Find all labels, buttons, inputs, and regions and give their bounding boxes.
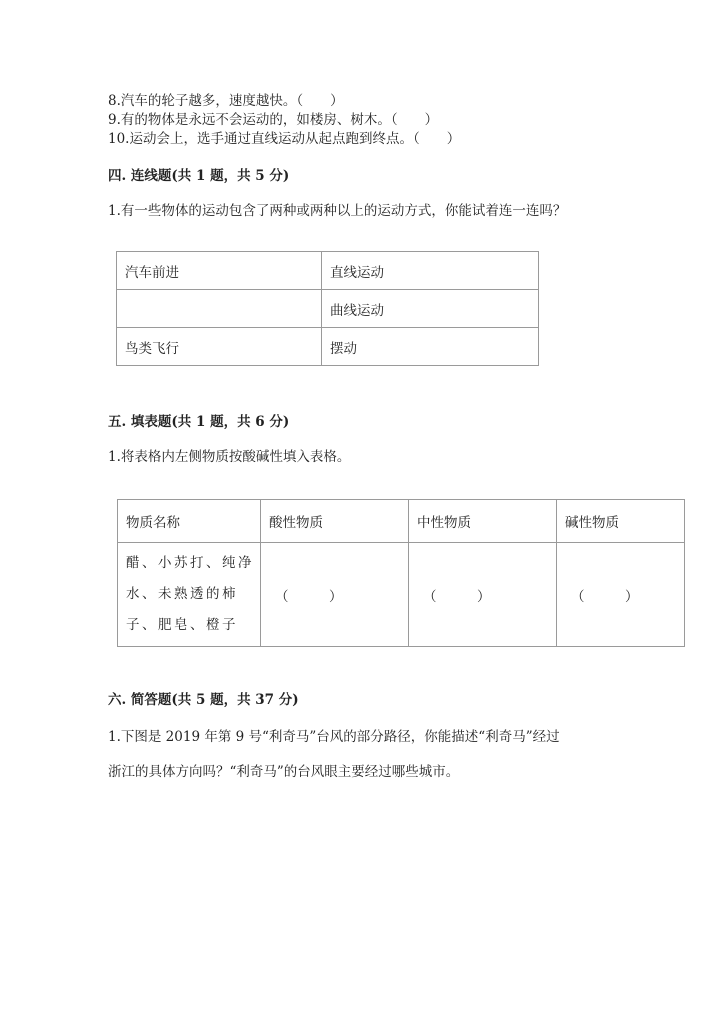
section4-heading: 四. 连线题(共 1 题，共 5 分) (108, 168, 290, 184)
section6-question-line2: 浙江的具体方向吗？“利奇马”的台风眼主要经过哪些城市。 (108, 764, 460, 780)
table-cell (117, 290, 322, 328)
column-header: 酸性物质 (261, 500, 409, 543)
section6-question-line1: 1.下图是 2019 年第 9 号“利奇马”台风的部分路径，你能描述“利奇马”经过 (108, 729, 560, 745)
neutral-answer-blank[interactable]: （ ） (409, 543, 557, 647)
base-answer-blank[interactable]: （ ） (557, 543, 685, 647)
table-cell: 直线运动 (322, 252, 539, 290)
judgement-item-10: 10.运动会上，选手通过直线运动从起点跑到终点。（ ） (108, 131, 461, 147)
section6-heading: 六. 简答题(共 5 题，共 37 分) (108, 692, 299, 708)
section5-heading: 五. 填表题(共 1 题，共 6 分) (108, 414, 290, 430)
column-header: 物质名称 (118, 500, 261, 543)
table-row (117, 252, 539, 290)
substance-line: 醋、小苏打、纯净 (126, 555, 254, 571)
column-header: 中性物质 (409, 500, 557, 543)
table-row (117, 290, 539, 328)
acid-base-table (117, 499, 685, 647)
column-header: 碱性物质 (557, 500, 685, 543)
table-cell: 摆动 (322, 328, 539, 366)
section5-question: 1.将表格内左侧物质按酸碱性填入表格。 (108, 449, 351, 465)
judgement-item-8: 8.汽车的轮子越多，速度越快。（ ） (108, 93, 344, 109)
table-row (118, 543, 685, 647)
table-cell: 汽车前进 (117, 252, 322, 290)
table-row (117, 328, 539, 366)
substance-list (118, 543, 261, 647)
substance-line: 子、肥皂、橙子 (126, 617, 238, 633)
matching-table (116, 251, 539, 366)
substance-line: 水、未熟透的柿 (126, 586, 238, 602)
table-header-row (118, 500, 685, 543)
judgement-item-9: 9.有的物体是永远不会运动的，如楼房、树木。（ ） (108, 112, 439, 128)
table-cell: 鸟类飞行 (117, 328, 322, 366)
acid-answer-blank[interactable]: （ ） (261, 543, 409, 647)
section4-question: 1.有一些物体的运动包含了两种或两种以上的运动方式，你能试着连一连吗？ (108, 203, 567, 219)
table-cell: 曲线运动 (322, 290, 539, 328)
